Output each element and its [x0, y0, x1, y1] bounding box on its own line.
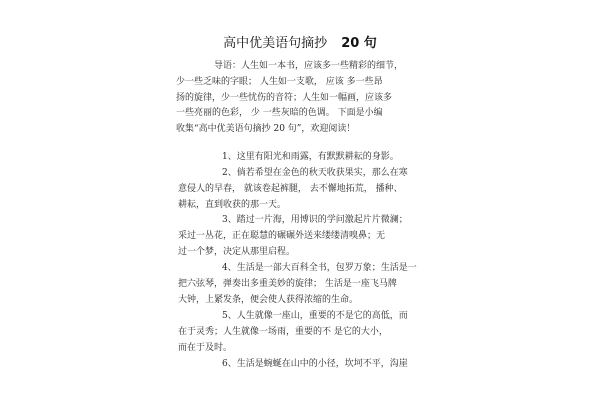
intro-line: 少一些乏味的字眼； 人生如一支歌， 应该 多一些昂: [176, 77, 383, 87]
quote-line: 过一个梦，决定从那里启程。: [178, 247, 296, 257]
title-number: 20 句: [341, 36, 377, 51]
quote-line: 把六弦琴，弹奏出多重美妙的旋律； 生活是一座飞马牌: [178, 279, 397, 289]
intro-line: 一些亮丽的色彩， 少 一些灰暗的色调。 下面是小编: [176, 108, 383, 118]
quote-line: 1、这里有阳光和雨露，有默默耕耘的身影。: [222, 152, 399, 162]
quote-line: 耕耘，直到收获的那一天。: [178, 200, 287, 210]
quote-line: 意侵人的早春， 就该卷起裤腿， 去不懈地拓荒， 播种、: [178, 184, 403, 194]
quote-line: 3、踏过一片海，用博识的学问激起片片微澜；: [222, 215, 408, 225]
quote-line: 采过一丛花，正在聪慧的碾碾外送来缕缕清嗅鼻；无: [178, 231, 386, 241]
quote-line: 在于灵秀；人生就像一场雨，重要的不 是它的大小，: [178, 327, 388, 337]
quote-line: 4、生活是一部大百科全书，包罗万象；生活是一: [222, 263, 417, 273]
quote-line: 5、人生就像一座山，重要的不是它的高低，而: [222, 311, 408, 321]
quote-line: 大钟，上紧发条，便会使人获得浓缩的生命。: [178, 295, 359, 305]
page-title: [0, 36, 600, 52]
intro-line: 扬的旋律，少一些忧伤的音符；人生如一幅画，应该多: [176, 93, 393, 103]
quote-line: 6、生活是蜿蜒在山中的小径，坎坷不平，沟崖: [222, 359, 408, 369]
quote-line: 2、倘若希望在金色的秋天收获果实，那么在寒: [222, 168, 408, 178]
quote-line: 而在于及时。: [178, 343, 233, 353]
intro-line: 导语：人生如一本书，应该多一些精彩的细节，: [214, 61, 404, 71]
intro-line: 收集“高中优美语句摘抄 20 句”，欢迎阅读！: [176, 124, 356, 134]
title-text: 高中优美语句摘抄: [223, 36, 328, 51]
